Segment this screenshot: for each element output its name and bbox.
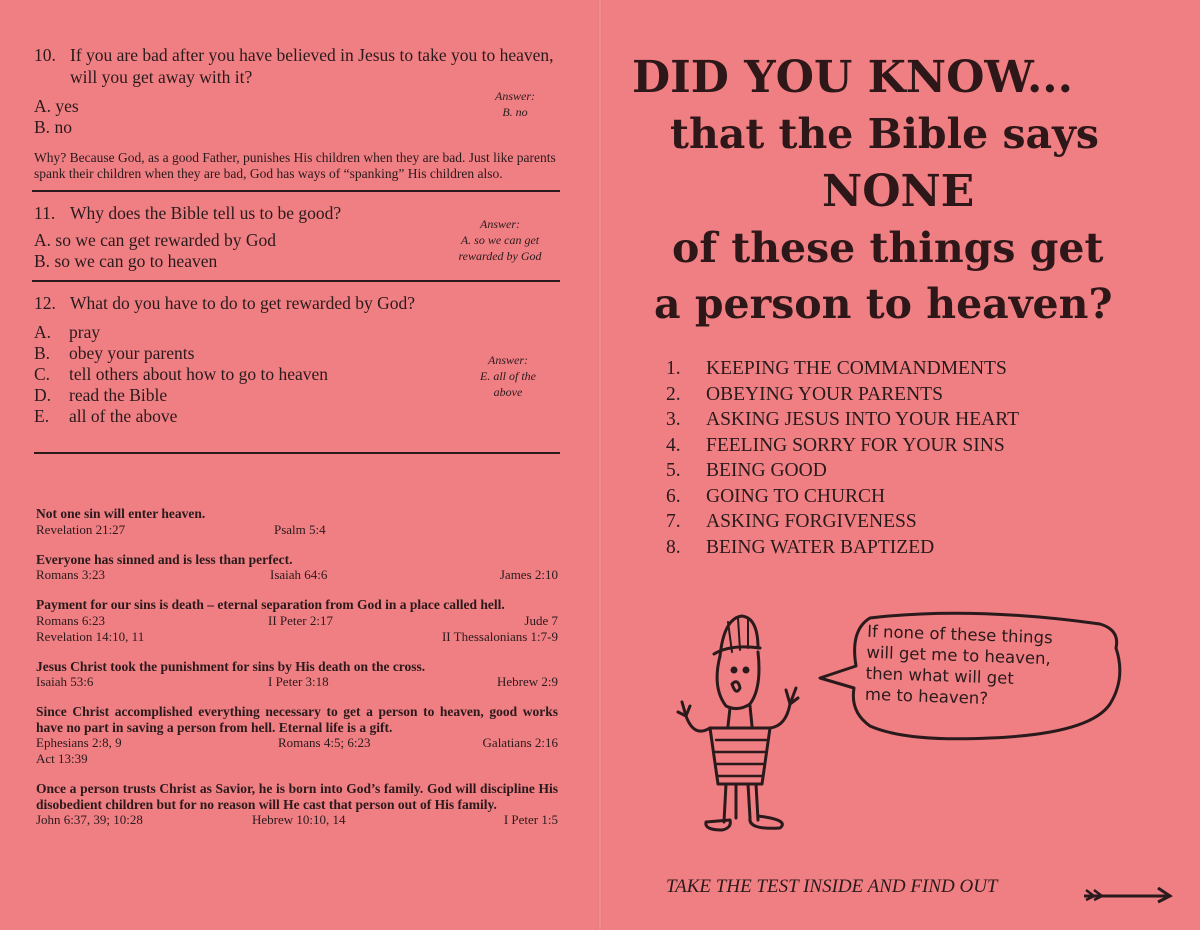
question-text: What do you have to do to get rewarded by God? (70, 293, 416, 313)
verse-group (36, 781, 558, 828)
option: B. no (34, 117, 72, 137)
question-11 (34, 202, 558, 272)
list-item: 2. OBEYING YOUR PARENTS (666, 383, 943, 405)
verse-group (36, 506, 558, 538)
explanation: Why? Because God, as a good Father, punishes His children when they are bad. Just like parents spank their children when they are bad, God has ways of “spanking” His children also. (34, 150, 556, 181)
answer-note: Answer: B. no (495, 89, 535, 119)
headline-line-4: of these things get (672, 224, 1104, 272)
option: C. tell others about how to go to heaven (34, 364, 329, 384)
question-text: If you are bad after you have believed in Jesus to take you to heaven, will you get away with it? (70, 45, 554, 87)
verse-heading: Since Christ accomplished everything necessary to get a person to heaven, good works have no part in saving a person from hell. Eternal life is a gift. (36, 704, 558, 735)
cover-panel (600, 0, 1200, 930)
verse-row: John 6:37, 39; 10:28 Hebrew 10:10, 14 I Peter 1:5 (36, 812, 558, 827)
list-item: 6. GOING TO CHURCH (666, 485, 886, 507)
question-text: Why does the Bible tell us to be good? (70, 203, 342, 223)
verse-row: Ephesians 2:8, 9 Romans 4:5; 6:23 Galatians 2:16 (36, 735, 558, 750)
question-number: 10. (34, 45, 56, 65)
headline-line-5: a person to heaven? (654, 280, 1113, 328)
verse-row: Isaiah 53:6 I Peter 3:18 Hebrew 2:9 (36, 674, 558, 689)
headline-line-2: that the Bible says (670, 110, 1100, 158)
question-number: 11. (34, 203, 56, 223)
divider (34, 452, 560, 454)
verse-group (36, 704, 558, 767)
speech-bubble-text: If none of these things will get me to heaven, then what will get me to heaven? (864, 621, 1053, 709)
verse-row: Revelation 14:10, 11 II Thessalonians 1:7-9 (36, 628, 558, 644)
option: E. all of the above (34, 406, 178, 426)
divider (32, 280, 560, 282)
verse-group (36, 597, 558, 645)
list-item: 4. FEELING SORRY FOR YOUR SINS (666, 434, 1005, 456)
list-item: 8. BEING WATER BAPTIZED (666, 536, 935, 558)
verse-row: Romans 6:23 II Peter 2:17 Jude 7 (36, 612, 558, 628)
verse-group (36, 659, 558, 691)
verse-heading: Jesus Christ took the punishment for sins by His death on the cross. (36, 658, 426, 674)
verse-references (36, 506, 558, 842)
list-item: 7. ASKING FORGIVENESS (666, 511, 917, 532)
verse-row: Revelation 21:27 Psalm 5:4 (36, 521, 326, 537)
list-item: 5. BEING GOOD (666, 460, 827, 481)
list-item: 3. ASKING JESUS INTO YOUR HEART (666, 409, 1020, 430)
question-number: 12. (34, 293, 56, 313)
option: A. yes (34, 96, 79, 116)
verse-heading: Not one sin will enter heaven. (36, 506, 206, 521)
verse-heading: Everyone has sinned and is less than perfect. (36, 551, 293, 567)
option: B. obey your parents (34, 343, 195, 363)
headline-line-1: DID YOU KNOW... (632, 52, 1073, 103)
arrow-right-icon (1080, 880, 1176, 904)
quiz-section (34, 44, 558, 427)
divider (32, 190, 560, 192)
verse-group (36, 552, 558, 584)
question-12 (34, 292, 558, 427)
verse-heading: Payment for our sins is death – eternal separation from God in a place called hell. (36, 597, 505, 612)
option: B. so we can go to heaven (34, 251, 218, 271)
answer-note: Answer: E. all of the above (480, 353, 536, 399)
cover-list (666, 356, 1019, 560)
headline-line-3: NONE (822, 166, 975, 217)
verse-row: Romans 3:23 Isaiah 64:6 James 2:10 (36, 567, 558, 582)
option: D. read the Bible (34, 385, 168, 405)
question-10 (34, 44, 558, 182)
option: A. pray (34, 322, 101, 342)
cover-footer: TAKE THE TEST INSIDE AND FIND OUT (666, 876, 998, 897)
verse-heading: Once a person trusts Christ as Savior, he is born into God’s family. God will discipline His disobedient children but for no reason will He cast that person out of His family. (36, 781, 558, 812)
answer-note: Answer: A. so we can get rewarded by God (458, 217, 542, 263)
verse-row: Act 13:39 (36, 751, 88, 766)
list-item: 1. KEEPING THE COMMANDMENTS (666, 358, 1007, 379)
option: A. so we can get rewarded by God (34, 230, 277, 250)
